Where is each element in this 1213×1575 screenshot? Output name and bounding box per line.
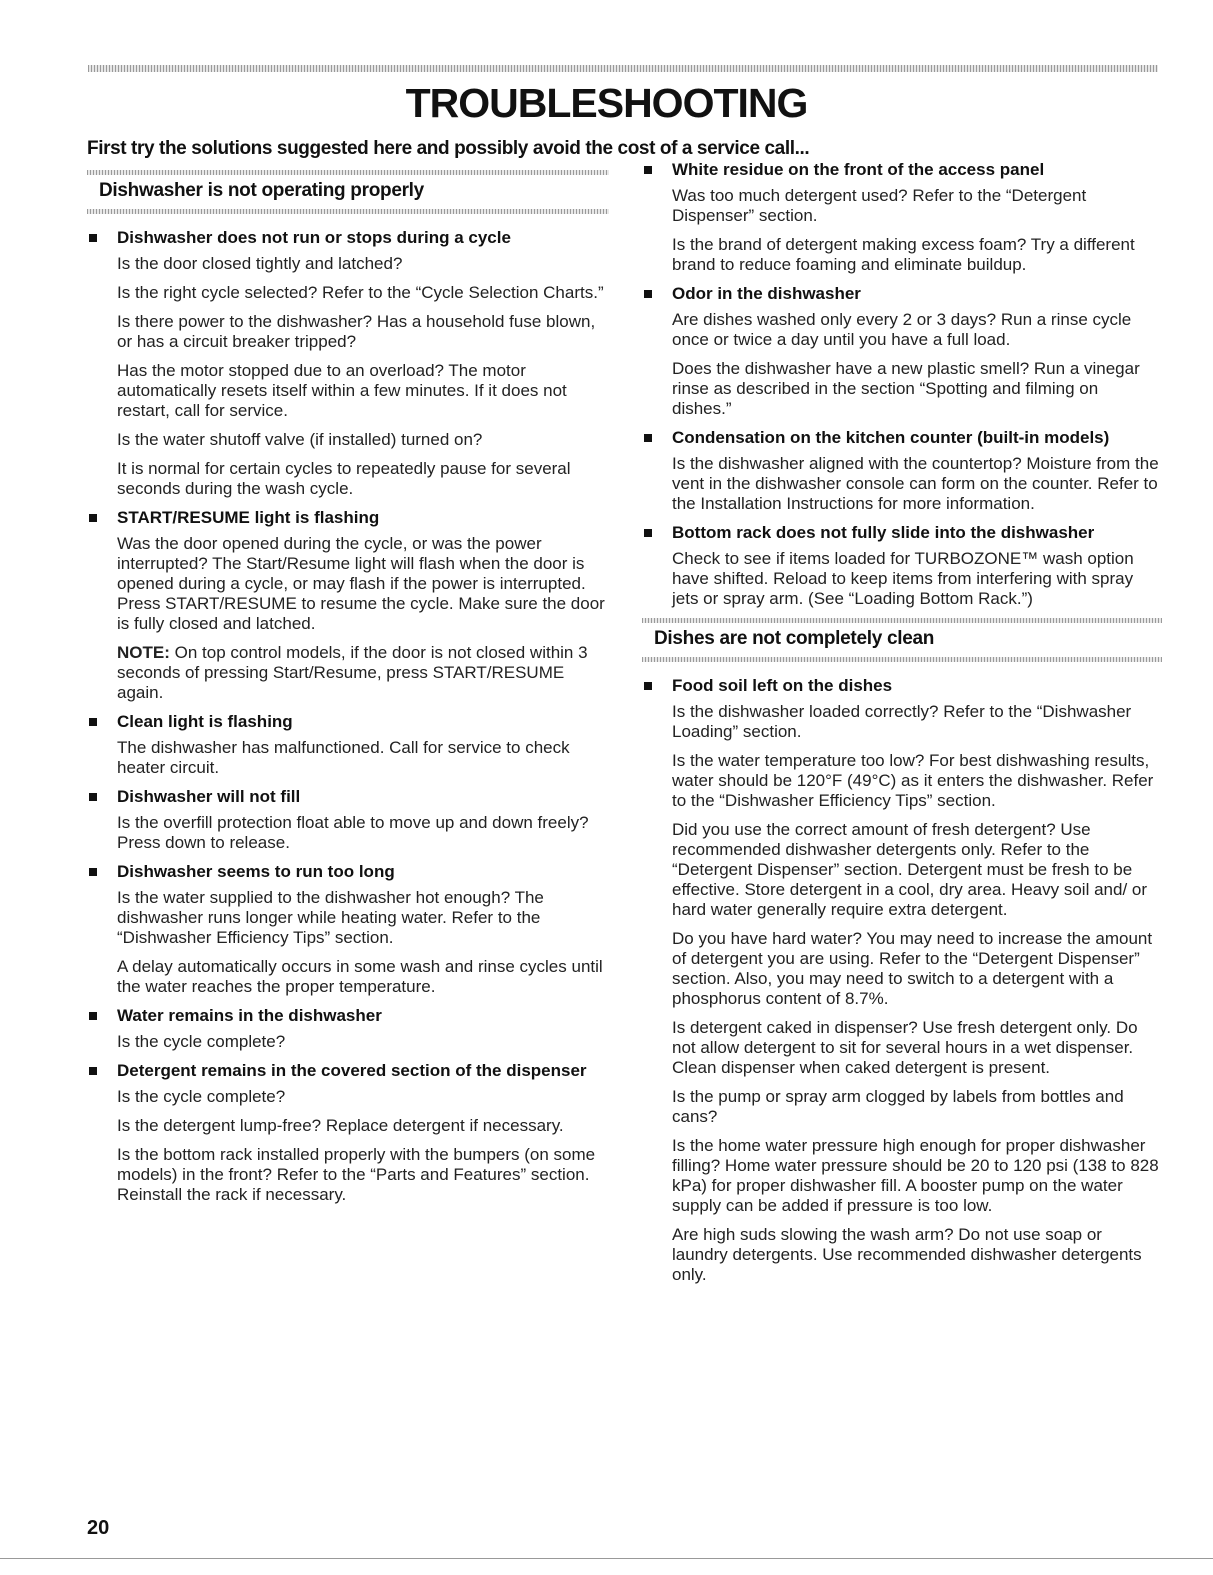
item-paragraph: It is normal for certain cycles to repeatedly pause for several seconds during the wash cycle.: [117, 459, 571, 498]
intro-text: First try the solutions suggested here and possibly avoid the cost of a service call...: [87, 138, 810, 159]
page-number: 20: [87, 1517, 110, 1539]
item-paragraph: Are dishes washed only every 2 or 3 days? Run a rinse cycle once or twice a day until you have a full load.: [672, 310, 1132, 349]
note-label: NOTE:: [117, 643, 170, 662]
section-header: [87, 170, 609, 214]
item-heading: Bottom rack does not fully slide into the dishwasher: [672, 523, 1095, 542]
bullet-square-icon: [644, 434, 652, 442]
bullet-square-icon: [89, 718, 97, 726]
trouble-item: [642, 284, 1162, 419]
item-paragraph: Is detergent caked in dispenser? Use fresh detergent only. Do not allow detergent to sit for several hours in a wet dispenser. Clean dispenser when caked detergent is present.: [672, 1018, 1138, 1077]
item-paragraph: Check to see if items loaded for TURBOZONE™ wash option have shifted. Reload to keep items from interfering with spray jets or spray arm. (See “Loading Bottom Rack.”): [672, 549, 1134, 608]
section-title: Dishes are not completely clean: [654, 628, 935, 649]
item-heading: Clean light is flashing: [117, 712, 293, 731]
trouble-item: [642, 523, 1162, 609]
item-paragraph: Are high suds slowing the wash arm? Do not use soap or laundry detergents. Use recommended dishwasher detergents only.: [672, 1225, 1142, 1284]
item-heading: Food soil left on the dishes: [672, 676, 893, 695]
trouble-item: [87, 787, 609, 853]
item-paragraph: Is the detergent lump-free? Replace detergent if necessary.: [117, 1116, 564, 1135]
top-dotted-rule: [88, 65, 1158, 72]
item-heading: Dishwasher seems to run too long: [117, 862, 395, 881]
bullet-square-icon: [89, 793, 97, 801]
item-paragraph: Is the cycle complete?: [117, 1087, 286, 1106]
bottom-rule: [0, 1558, 1213, 1559]
trouble-item: [642, 676, 1162, 1285]
item-paragraph: The dishwasher has malfunctioned. Call for service to check heater circuit.: [117, 738, 570, 777]
trouble-item: [87, 862, 609, 997]
item-paragraph: Is the dishwasher aligned with the countertop? Moisture from the vent in the dishwasher console can form on the counter. Refer to the Installation Instructions for more information.: [672, 454, 1159, 513]
bullet-square-icon: [644, 682, 652, 690]
trouble-item: [87, 1006, 609, 1052]
item-heading: START/RESUME light is flashing: [117, 508, 380, 527]
bullet-square-icon: [89, 234, 97, 242]
item-paragraph: A delay automatically occurs in some wash and rinse cycles until the water reaches the proper temperature.: [117, 957, 603, 996]
item-paragraph: Is the pump or spray arm clogged by labels from bottles and cans?: [672, 1087, 1124, 1126]
item-heading: Condensation on the kitchen counter (built-in models): [672, 428, 1110, 447]
trouble-item: [87, 508, 609, 703]
item-paragraph: Is the water shutoff valve (if installed) turned on?: [117, 430, 483, 449]
note-paragraph: [117, 643, 609, 703]
item-paragraph: Is the dishwasher loaded correctly? Refer to the “Dishwasher Loading” section.: [672, 702, 1132, 741]
item-paragraph: Is the right cycle selected? Refer to the “Cycle Selection Charts.”: [117, 283, 604, 302]
item-paragraph: Is the bottom rack installed properly with the bumpers (on some models) in the front? Refer to the “Parts and Features” section. Reinstall the rack if necessary.: [117, 1145, 596, 1204]
left-column: [87, 170, 609, 1214]
bullet-square-icon: [644, 529, 652, 537]
item-paragraph: Is the cycle complete?: [117, 1032, 286, 1051]
item-heading: White residue on the front of the access panel: [672, 160, 1045, 179]
item-paragraph: Is the water temperature too low? For best dishwashing results, water should be 120°F (49°C) as it enters the dishwasher. Refer to the “Dishwasher Efficiency Tips” section.: [672, 751, 1154, 810]
bullet-square-icon: [89, 1012, 97, 1020]
bullet-square-icon: [644, 290, 652, 298]
bullet-square-icon: [89, 868, 97, 876]
item-paragraph: Is the door closed tightly and latched?: [117, 254, 403, 273]
item-paragraph: Does the dishwasher have a new plastic smell? Run a vinegar rinse as described in the section “Spotting and filming on dishes.”: [672, 359, 1140, 418]
item-paragraph: Is the water supplied to the dishwasher hot enough? The dishwasher runs longer while heating water. Refer to the “Dishwasher Efficiency Tips” section.: [117, 888, 544, 947]
note-text: On top control models, if the door is not closed within 3 seconds of pressing Start/Resume, press START/RESUME again.: [117, 643, 588, 702]
item-paragraph: Did you use the correct amount of fresh detergent? Use recommended dishwasher detergents only. Refer to the “Detergent Dispenser” section. Detergent must be fresh to be effective. Store detergent in a cool, dry area. Heavy soil and/ or hard water generally require extra detergent.: [672, 820, 1148, 919]
item-heading: Dishwasher will not fill: [117, 787, 301, 806]
bullet-square-icon: [644, 166, 652, 174]
bullet-square-icon: [89, 1067, 97, 1075]
section-header: [642, 618, 1162, 662]
item-paragraph: Is the overfill protection float able to move up and down freely? Press down to release.: [117, 813, 589, 852]
trouble-item: [642, 428, 1162, 514]
trouble-item: [87, 712, 609, 778]
item-paragraph: Is the brand of detergent making excess foam? Try a different brand to reduce foaming and eliminate buildup.: [672, 235, 1135, 274]
item-paragraph: Was too much detergent used? Refer to the “Detergent Dispenser” section.: [672, 186, 1087, 225]
bullet-square-icon: [89, 514, 97, 522]
item-paragraph: Has the motor stopped due to an overload? The motor automatically resets itself within a few minutes. If it does not restart, call for service.: [117, 361, 567, 420]
item-paragraph: Was the door opened during the cycle, or was the power interrupted? The Start/Resume light will flash when the door is opened during a cycle, or may flash if the power is interrupted. Press START/RESUME to resume the cycle. Make sure the door is fully closed and latched.: [117, 534, 605, 633]
item-paragraph: Do you have hard water? You may need to increase the amount of detergent you are using. Refer to the “Detergent Dispenser” section. Also, you may need to switch to a detergent with a phosphorus content of 8.7%.: [672, 929, 1153, 1008]
section-title: Dishwasher is not operating properly: [99, 180, 424, 201]
page-title: TROUBLESHOOTING: [405, 80, 808, 126]
right-column: [642, 160, 1162, 1294]
item-heading: Odor in the dishwasher: [672, 284, 861, 303]
item-heading: Water remains in the dishwasher: [117, 1006, 382, 1025]
item-paragraph: Is there power to the dishwasher? Has a household fuse blown, or has a circuit breaker tripped?: [117, 312, 596, 351]
item-paragraph: Is the home water pressure high enough for proper dishwasher filling? Home water pressure should be 20 to 120 psi (138 to 828 kPa) for proper dishwasher fill. A booster pump on the water supply can be added if pressure is too low.: [672, 1136, 1159, 1215]
item-heading: Detergent remains in the covered section of the dispenser: [117, 1061, 587, 1080]
trouble-item: [87, 1061, 609, 1205]
trouble-item: [642, 160, 1162, 275]
item-heading: Dishwasher does not run or stops during a cycle: [117, 228, 511, 247]
trouble-item: [87, 228, 609, 499]
